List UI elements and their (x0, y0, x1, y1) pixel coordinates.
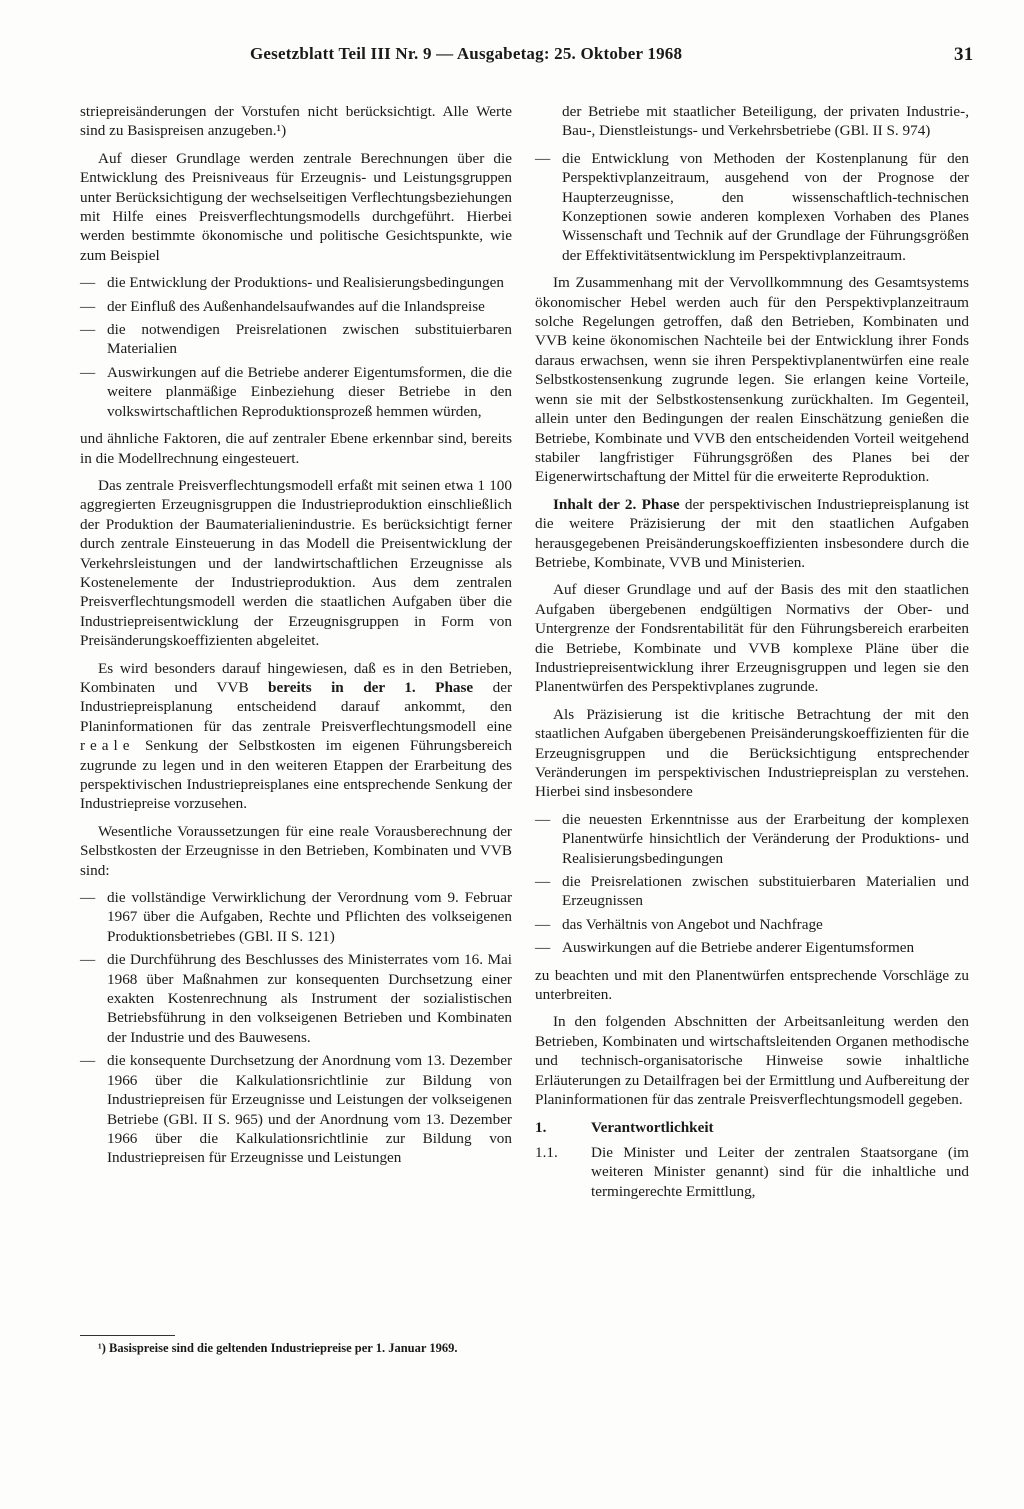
running-title: Gesetzblatt Teil III Nr. 9 — Ausgabetag: 25. Oktober 1968 (250, 44, 683, 63)
paragraph: und ähnliche Faktoren, die auf zentraler Ebene erkennbar sind, bereits in die Modellrechnung eingesteuert. (80, 430, 512, 467)
list-item: — die konsequente Durchsetzung der Anordnung vom 13. Dezember 1966 über die Kalkulationsrichtlinie zur Bildung von Industriepreisen für Erzeugnisse und Leistungen der volkseigenen Betriebe (GBl. II S. 965) und der Anordnung vom 13. Dezember 1966 über die Kalkulationsrichtlinie zur Bildung von Industriepreisen für Erzeugnisse und Leistungen (80, 1052, 512, 1167)
bold-phrase: Inhalt der 2. Phase (553, 495, 680, 513)
subsection (535, 1143, 969, 1201)
dash-bullet: — (80, 321, 96, 339)
list-item: — die vollständige Verwirklichung der Verordnung vom 9. Februar 1967 über die Aufgaben, Rechte und Pflichten des volkseigenen Produktionsbetriebes (GBl. II S. 121) (80, 889, 512, 945)
list-item: — die Preisrelationen zwischen substituierbaren Materialien und Erzeugnissen (535, 873, 969, 910)
dash-bullet: — (80, 1052, 96, 1070)
footnote-divider (80, 1335, 175, 1336)
left-column (80, 102, 512, 1402)
paragraph: striepreisänderungen der Vorstufen nicht berücksichtigt. Alle Werte sind zu Basispreisen anzugeben.¹) (80, 103, 512, 140)
running-header (250, 44, 974, 65)
dash-bullet: — (535, 939, 551, 957)
section-title: Verantwortlichkeit (591, 1118, 714, 1136)
dash-bullet: — (535, 149, 551, 167)
list-item: — die neuesten Erkenntnisse aus der Erarbeitung der komplexen Planentwürfe hinsichtlich der Veränderung der Produktions- und Realisierungsbedingungen (535, 810, 969, 867)
list-item: — Auswirkungen auf die Betriebe anderer Eigentumsformen (535, 939, 915, 957)
paragraph: Es wird besonders darauf hingewiesen, daß es in den Betrieben, Kombinaten und VVB bereits in der 1. Phase der Industriepreisplanung entscheidend darauf ankommt, den Planinformationen für das zentrale Preisverflechtungsmodell eine reale Senkung der Selbstkosten im eigenen Führungsbereich zugrunde zu legen und in den weiteren Etappen der Erarbeitung des perspektivischen Industriepreisplanes eine entsprechende Senkung der Industriepreise vorzusehen. (80, 659, 513, 813)
list-item: — die Durchführung des Beschlusses des Ministerrates vom 16. Mai 1968 über Maßnahmen zur konsequenten Durchsetzung einer exakten Kostenrechnung als Instrument der sozialistischen Betriebsführung in den volkseigenen Betrieben und Kombinaten der Industrie und des Bauwesens. (80, 951, 512, 1046)
paragraph: Auf dieser Grundlage werden zentrale Berechnungen über die Entwicklung des Preisniveaus für Erzeugnis- und Leistungsgruppen unter Berücksichtigung der wechselseitigen Verflechtungsbeziehungen mit Hilfe eines Preisverflechtungsmodells durchgeführt. Hierbei werden bestimmte ökonomische und politische Gesichtspunkte, wie zum Beispiel (80, 149, 512, 264)
list-continuation: der Betriebe mit staatlicher Beteiligung, der privaten Industrie-, Bau-, Dienstleistungs- und Verkehrsbetriebe (GBl. II S. 974) (562, 103, 969, 140)
footnote: ¹) Basispreise sind die geltenden Industriepreise per 1. Januar 1969. (98, 1341, 458, 1355)
paragraph: Im Zusammenhang mit der Vervollkommnung des Gesamtsystems ökonomischer Hebel werden auch für den Perspektivplanzeitraum solche Regelungen getroffen, daß den Betrieben, Kombinaten und VVB keine ökonomischen Nachteile bei der Entwicklung ihrer Fonds daraus erwachsen, wenn sie ihren Perspektivplanentwürfen eine reale Selbstkostensenkung zugrunde legen. Sie erlangen keine Vorteile, wenn sie mit der Selbstkostensenkung zurückhalten. Im Gegenteil, allein unter den Bedingungen der realen Einschätzung genießen die Betriebe, Kombinate und VVB den entscheidenden Vorteil weitgehend stabiler langfristiger Führungsgrößen des Planes bei der Eigenerwirtschaftung der Mittel für die erweiterte Reproduktion. (535, 274, 969, 486)
list-item: — die Entwicklung der Produktions- und Realisierungsbedingungen (80, 274, 504, 292)
subsection-number: 1.1. (535, 1143, 558, 1161)
paragraph: Inhalt der 2. Phase der perspektivischen Industriepreisplanung ist die weitere Präzisierung der mit den staatlichen Aufgaben herausgegebenen Preisänderungskoeffizienten insbesondere durch die Betriebe, Kombinate, VVB und Ministerien. (535, 495, 969, 571)
dash-bullet: — (80, 951, 96, 969)
dash-list (80, 273, 512, 421)
subsection-text: Die Minister und Leiter der zentralen Staatsorgane (im weiteren Minister genannt) sind für die inhaltliche und termingerechte Ermittlung, (591, 1143, 969, 1200)
bold-phrase: bereits in der 1. Phase (268, 678, 474, 696)
dash-bullet: — (80, 363, 96, 381)
paragraph: In den folgenden Abschnitten der Arbeitsanleitung werden den Betrieben, Kombinaten und wirtschaftsleitenden Organen methodische und technisch-organisatorische Hinweise sowie inhaltliche Erläuterungen zu Detailfragen bei der Ermittlung und Aufbereitung der Planinformationen für das zentrale Preisverflechtungsmodell gegeben. (535, 1013, 969, 1109)
dash-bullet: — (535, 810, 551, 828)
page-number: 31 (954, 44, 974, 65)
section-heading (535, 1118, 969, 1137)
dash-bullet: — (535, 873, 551, 891)
paragraph: Wesentliche Voraussetzungen für eine reale Vorausberechnung der Selbstkosten der Erzeugnisse in den Betrieben, Kombinaten und VVB sind: (80, 822, 512, 879)
paragraph: Auf dieser Grundlage und auf der Basis des mit den staatlichen Aufgaben übergebenen endgültigen Normativs der Ober- und Untergrenze der Fondsrentabilität für den Führungsbereich erarbeiten die Betriebe, Kombinate und VVB komplexe Pläne über die Industriepreisentwicklung ihrer Erzeugnisgruppen und legen sie den Planentwürfen des Perspektivplanes zugrunde. (535, 581, 969, 696)
dash-list (80, 888, 512, 1168)
list-item: — die Entwicklung von Methoden der Kostenplanung für den Perspektivplanzeitraum, ausgehend von der Prognose der Haupterzeugnisse, den wissenschaftlich-technischen Konzeptionen sowie anderen komplexen Vorhaben des Planes Wissenschaft und Technik auf der Grundlage der Führungsgrößen der Effektivitätsentwicklung im Perspektivplanzeitraum. (535, 149, 969, 264)
list-item: — das Verhältnis von Angebot und Nachfrage (535, 915, 823, 933)
section-number: 1. (535, 1118, 547, 1136)
list-item: — Auswirkungen auf die Betriebe anderer Eigentumsformen, die die weitere planmäßige Einbeziehung dieser Betriebe in den volkswirtschaftlichen Reproduktionsprozeß hemmen würden, (80, 363, 512, 420)
dash-bullet: — (80, 889, 96, 907)
dash-list (535, 149, 969, 265)
list-item: — der Einfluß des Außenhandelsaufwandes auf die Inlandspreise (80, 297, 485, 315)
paragraph: Das zentrale Preisverflechtungsmodell erfaßt mit seinen etwa 1 100 aggregierten Erzeugnisgruppen die Industrieproduktion einschließlich der Produktion der Baumaterialienindustrie. Es berücksichtigt ferner durch zentrale Einsteuerung in das Modell die Preisentwicklung der Verkehrsleistungen und der landwirtschaftlichen Erzeugnisse als Kostenelemente der Industrieproduktion. Aus dem zentralen Preisverflechtungsmodell werden die staatlichen Aufgaben über die Industriepreisentwicklung der Erzeugnisgruppen in Form von Preisänderungskoeffizienten abgeleitet. (80, 476, 512, 650)
dash-bullet: — (80, 297, 96, 315)
paragraph: zu beachten und mit den Planentwürfen entsprechende Vorschläge zu unterbreiten. (535, 966, 969, 1004)
spaced-emphasis: reale (80, 737, 135, 755)
dash-bullet: — (80, 274, 96, 292)
list-item: — die notwendigen Preisrelationen zwischen substituierbaren Materialien (80, 321, 512, 358)
right-column (535, 102, 969, 1201)
dash-list (535, 810, 969, 958)
dash-bullet: — (535, 915, 551, 933)
paragraph: Als Präzisierung ist die kritische Betrachtung der mit den staatlichen Aufgaben übergebenen Preisänderungskoeffizienten für die Erzeugnisgruppen und die Berücksichtigung entsprechender Veränderungen im perspektivischen Industriepreisplan zu verstehen. Hierbei sind insbesondere (535, 705, 969, 801)
